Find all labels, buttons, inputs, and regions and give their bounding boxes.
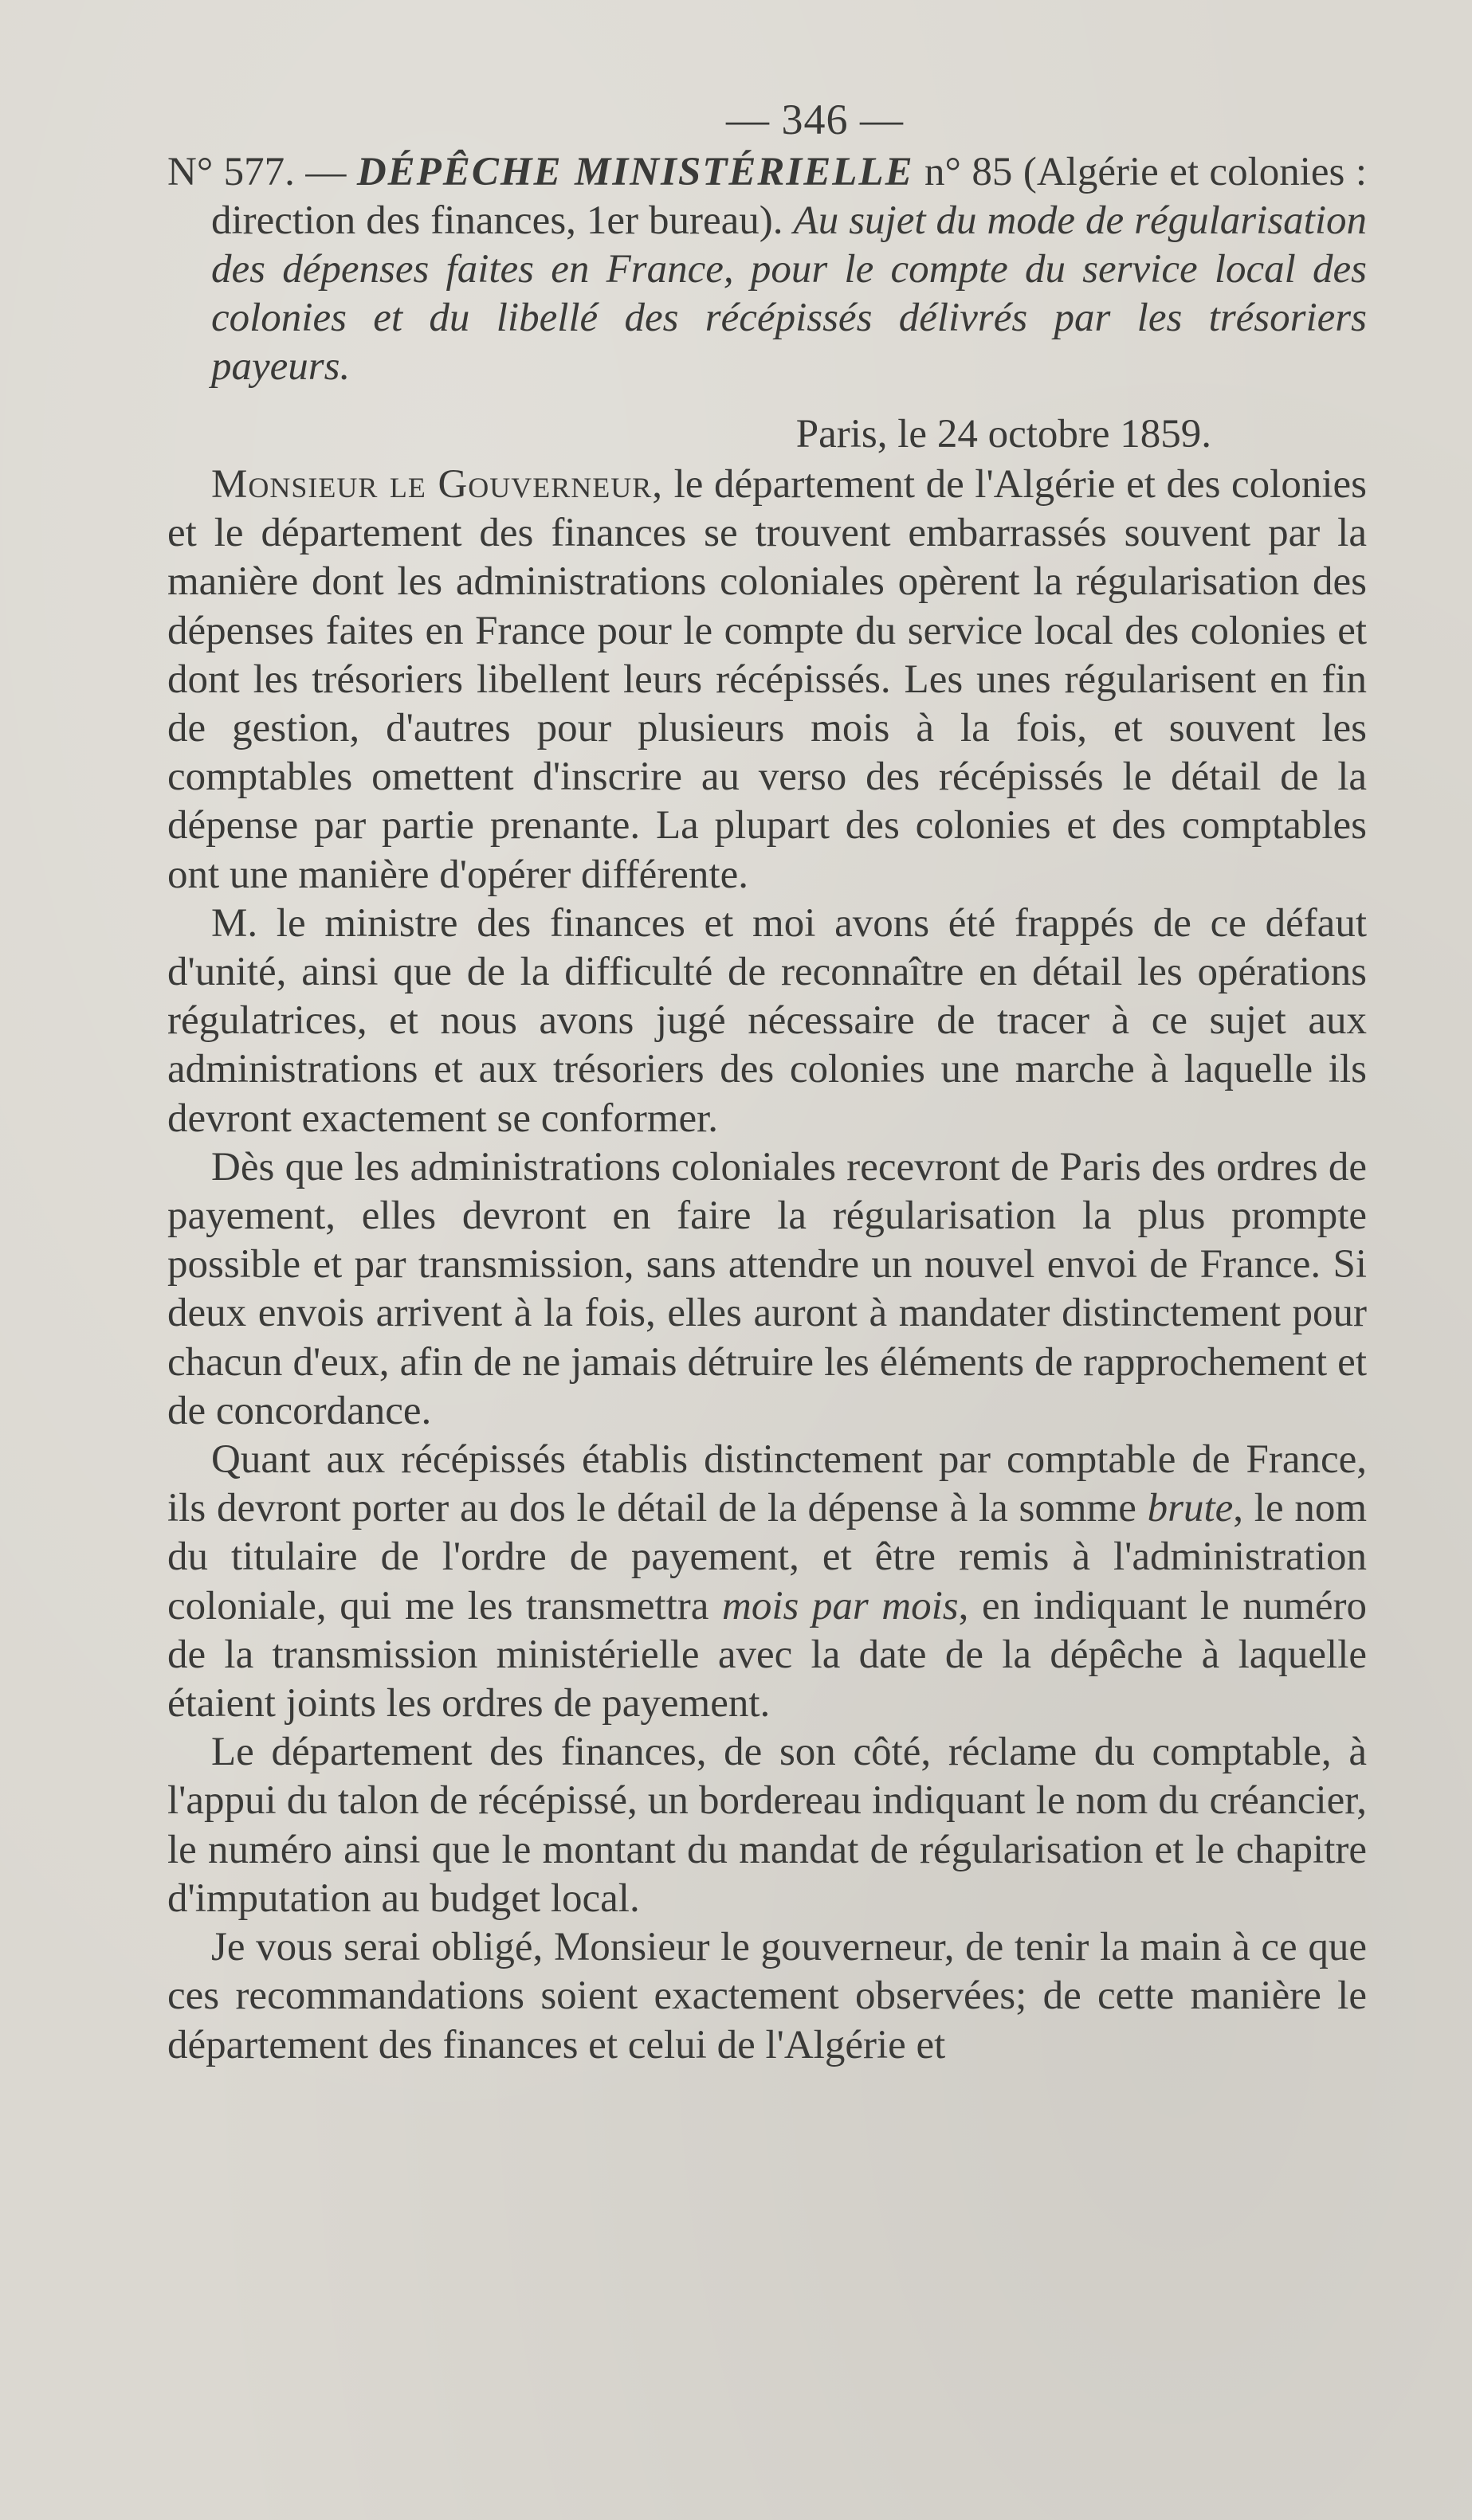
dispatch-heading [167,148,1367,391]
paragraph-1 [167,460,1367,899]
paragraph-4 [167,1436,1367,1728]
dispatch-reference: n° 85 (Algérie et colonies : direction des finances, 1er bureau). [211,150,1368,243]
paragraph-6: Je vous serai obligé, Monsieur le gouverneur, de tenir la main à ce que ces recommandations soient exactement observées; de cette manière le département des finances et celui de l'Algérie et [167,1925,1367,2067]
paragraph-2: M. le ministre des finances et moi avons été frappés de ce défaut d'unité, ainsi que de la difficulté de reconnaître en détail les opérations régulatrices, et nous avons jugé nécessaire de tracer à ce sujet aux administrations et aux trésoriers des colonies une marche à laquelle ils devront exactement se conformer. [167,900,1367,1141]
dispatch-number: N° 577. — [167,150,347,194]
page-number: — 346 — [726,96,904,143]
paragraph-4-part-b: , le nom du titulaire de l'ordre de payement, et être remis à l'administration coloniale, qui me les transmettra [167,1486,1368,1628]
paragraph-5: Le département des finances, de son côté, réclame du comptable, à l'appui du talon de récépissé, un bordereau indiquant le nom du créancier, le numéro ainsi que le montant du mandat de régularisation et le chapitre d'imputation au budget local. [167,1730,1367,1921]
dispatch-subject: Au sujet du mode de régularisation des dépenses faites en France, pour le compte du service local des colonies et du libellé des récépissés délivrés par les trésoriers payeurs. [211,198,1368,389]
paragraph-4-part-c: , en indiquant le numéro de la transmission ministérielle avec la date de la dépêche à laquelle étaient joints les ordres de payement. [167,1583,1367,1726]
paragraph-3: Dès que les administrations coloniales recevront de Paris des ordres de payement, elles devront en faire la régularisation la plus prompte possible et par transmission, sans attendre un nouvel envoi de France. Si deux envois arrivent à la fois, elles auront à mandater distinctement pour chacun d'eux, afin de ne jamais détruire les éléments de rapprochement et de concordance. [167,1144,1367,1433]
emphasis-mois-par-mois: mois par mois [721,1583,959,1628]
salutation: Monsieur le Gouverneur, [211,462,664,507]
text-block [167,96,1367,2070]
paragraph-4-part-a: Quant aux récépissés établis distinctement par comptable de France, ils devront porter au dos le détail de la dépense à la somme [167,1437,1367,1531]
dateline: Paris, le 24 octobre 1859. [795,412,1211,457]
paragraph-1-text: le département de l'Algérie et des colonies et le département des finances se trouvent embarrassés souvent par la manière dont les administrations coloniales opèrent la régularisation des dépenses faites en France pour le compte du service local des colonies et dont les trésoriers libellent leurs récépissés. Les unes régularisent en fin de gestion, d'autres pour plusieurs mois à la fois, et souvent les comptables omettent d'inscrire au verso des récépissés le détail de la dépense par partie prenante. La plupart des colonies et des comptables ont une manière d'opérer différente. [167,462,1367,897]
dispatch-title: DÉPÊCHE MINISTÉRIELLE [356,150,914,194]
emphasis-brute: brute [1147,1486,1234,1531]
